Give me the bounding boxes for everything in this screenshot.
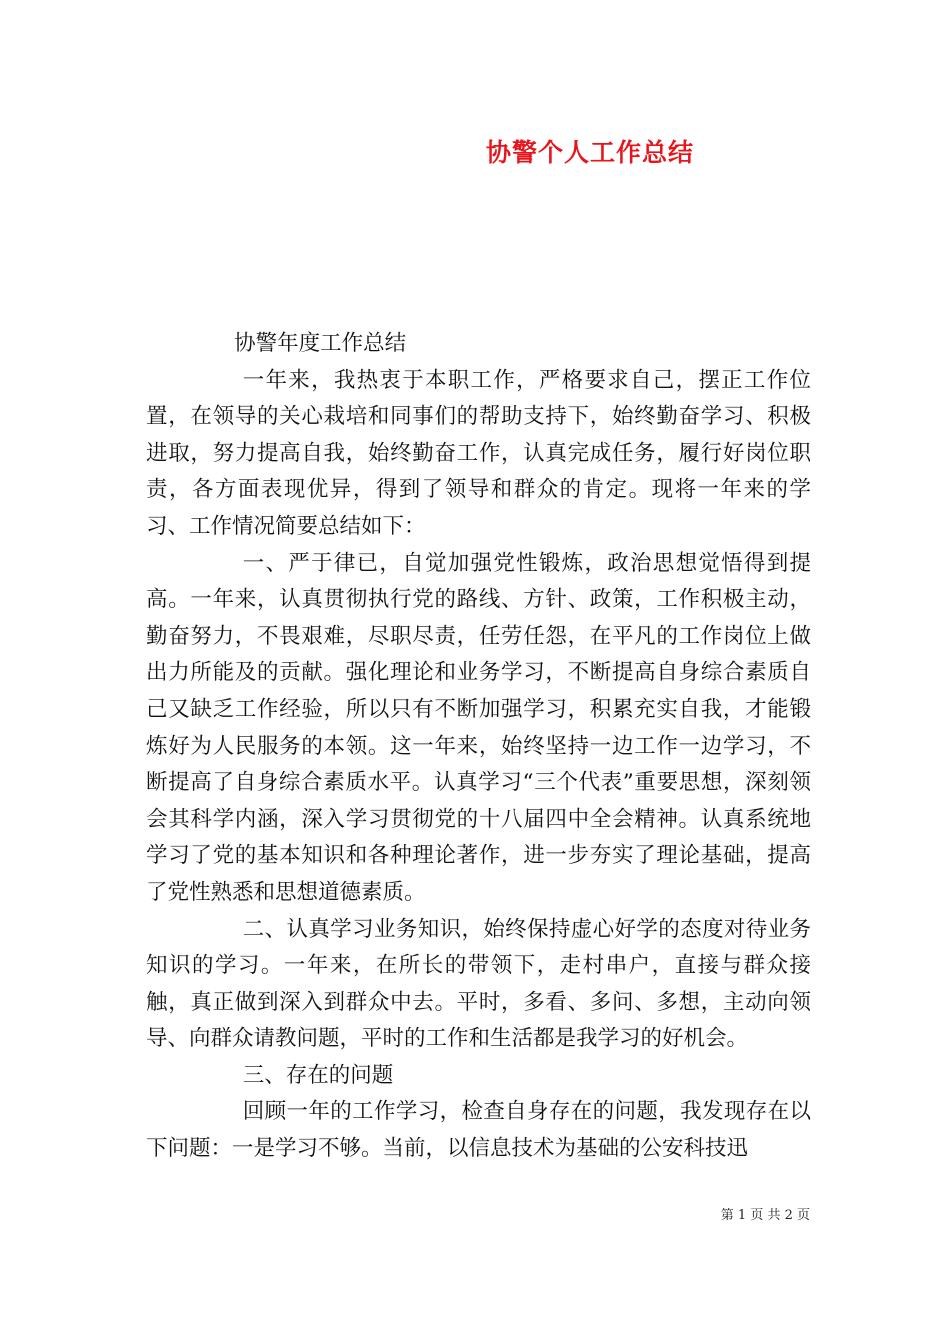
page-number: 第 1 页 共 2 页 <box>720 1208 810 1223</box>
paragraph-section-1: 一、严于律已，自觉加强党性锻炼，政治思想觉悟得到提高。一年来，认真贯彻执行党的路线、方针、政策，工作积极主动，勤奋努力，不畏艰难，尽职尽责，任劳任怨，在平凡的工作岗位上做出力所能及的贡献。强化理论和业务学习，不断提高自身综合素质自己又缺乏工作经验，所以只有不断加强学习，积累充实自我，才能锻炼好为人民服务的本领。这一年来，始终坚持一边工作一边学习，不断提高了自身综合素质水平。认真学习“三个代表”重要思想，深刻领会其科学内涵，深入学习贯彻党的十八届四中全会精神。认真系统地学习了党的基本知识和各种理论著作，进一步夯实了理论基础，提高了党性熟悉和思想道德素质。 <box>146 550 811 905</box>
paragraph-section-2: 二、认真学习业务知识，始终保持虚心好学的态度对待业务知识的学习。一年来，在所长的带领下，走村串户，直接与群众接触，真正做到深入到群众中去。平时，多看、多问、多想，主动向领导、向群众请教问题，平时的工作和生活都是我学习的好机会。 <box>146 916 811 1052</box>
document-subtitle: 协警年度工作总结 <box>234 331 407 356</box>
paragraph-intro: 一年来，我热衷于本职工作，严格要求自己，摆正工作位置，在领导的关心栽培和同事们的帮助支持下，始终勤奋学习、积极进取，努力提高自我，始终勤奋工作，认真完成任务，履行好岗位职责，各方面表现优异，得到了领导和群众的肯定。现将一年来的学习、工作情况简要总结如下： <box>146 367 811 539</box>
heading-section-3: 三、存在的问题 <box>242 1062 394 1088</box>
document-title: 协警个人工作总结 <box>485 138 694 167</box>
document-body <box>146 326 811 1168</box>
paragraph-section-3: 回顾一年的工作学习，检查自身存在的问题，我发现存在以下问题：一是学习不够。当前，以信息技术为基础的公安科技迅 <box>146 1099 811 1162</box>
